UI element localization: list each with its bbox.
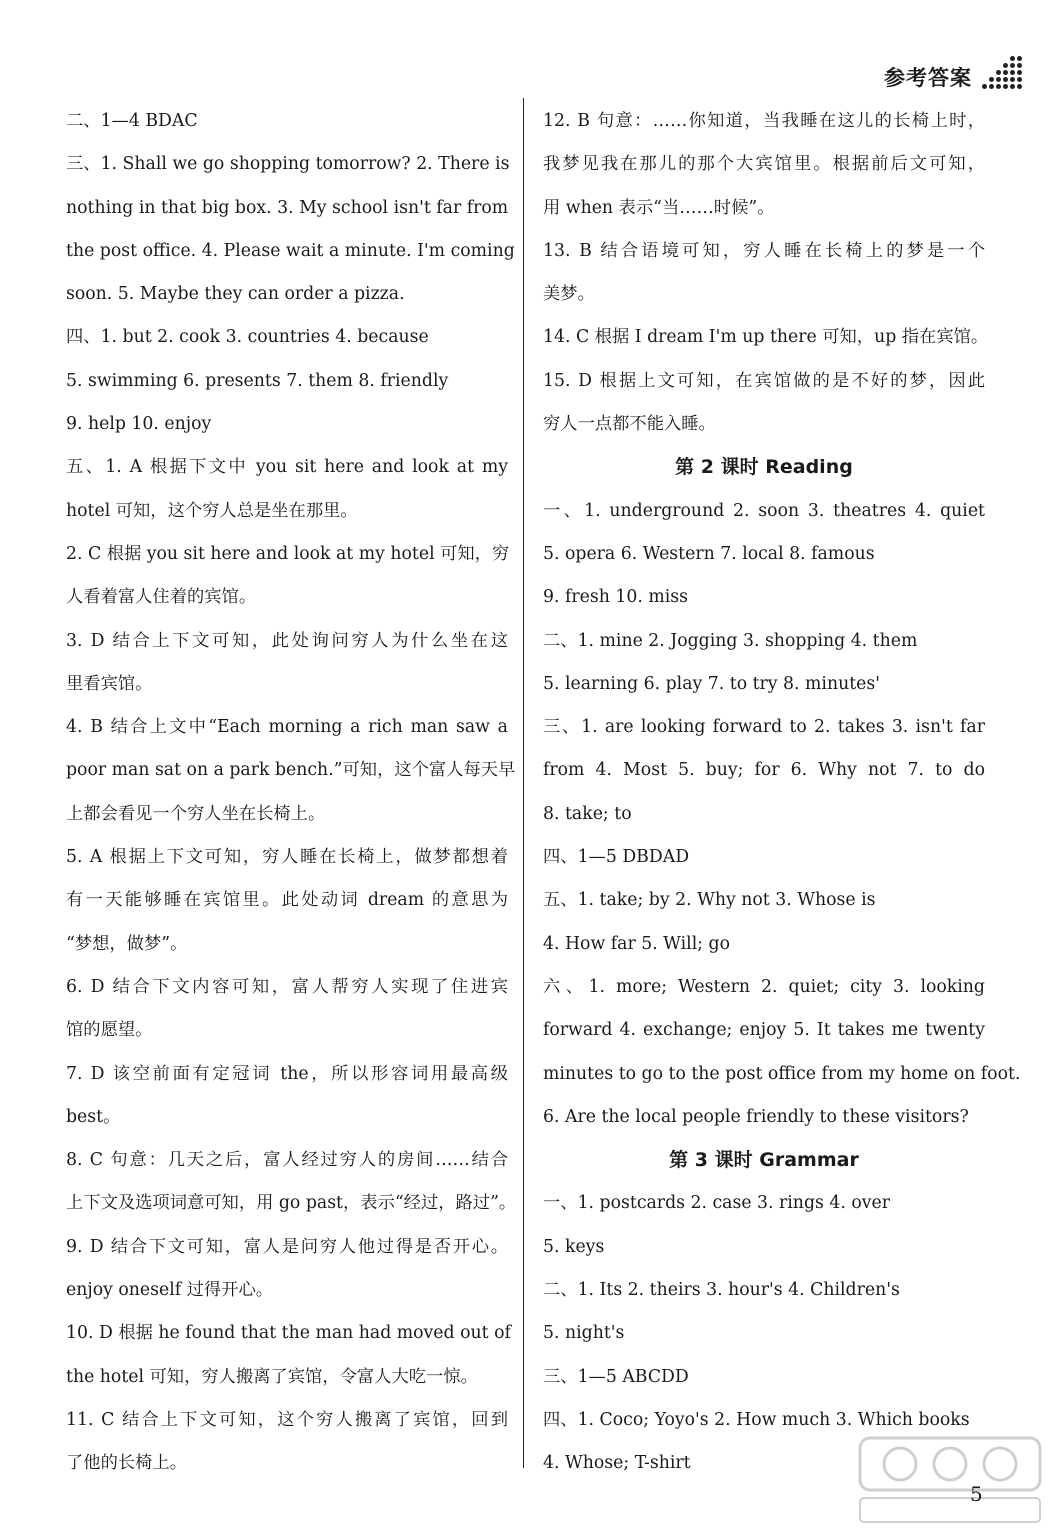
- answer-line: 里看宾馆。: [66, 673, 153, 694]
- left-column: [66, 100, 517, 1486]
- answer-line: 4. B 结合上文中“Each morning a rich man saw a: [66, 717, 508, 738]
- answer-line: 四、1. Coco; Yoyo's 2. How much 3. Which books: [543, 1409, 970, 1430]
- section-heading: 第 2 课时 Reading: [675, 456, 853, 479]
- answer-line: forward 4. exchange; enjoy 5. It takes me twenty: [543, 1020, 985, 1041]
- answer-line: minutes to go to the post office from my home on foot.: [543, 1063, 1021, 1084]
- answer-line: the post office. 4. Please wait a minute. I'm coming: [66, 240, 515, 261]
- page-number: 5: [970, 1482, 983, 1506]
- answer-line: 美梦。: [543, 284, 595, 305]
- answer-line: 14. C 根据 I dream I'm up there 可知，up 指在宾馆。: [543, 327, 989, 348]
- section-heading: 第 3 课时 Grammar: [669, 1149, 859, 1172]
- answer-line: 五、1. take; by 2. Why not 3. Whose is: [543, 890, 876, 911]
- page-header-title: 参考答案: [884, 66, 972, 90]
- answer-line: 13. B 结合语境可知，穷人睡在长椅上的梦是一个: [543, 240, 985, 261]
- column-divider: [523, 98, 524, 1468]
- answer-line: 上下文及选项词意可知，用 go past，表示“经过，路过”。: [66, 1193, 517, 1214]
- answer-line: 有一天能够睡在宾馆里。此处动词 dream 的意思为: [66, 890, 508, 911]
- answer-line: 三、1. Shall we go shopping tomorrow? 2. There is: [66, 154, 510, 175]
- answer-line: “梦想，做梦”。: [66, 933, 188, 954]
- answer-line: soon. 5. Maybe they can order a pizza.: [66, 284, 405, 305]
- answer-line: 15. D 根据上文可知，在宾馆做的是不好的梦，因此: [543, 370, 985, 391]
- answer-line: 二、1—4 BDAC: [66, 111, 198, 131]
- answer-line: 9. help 10. enjoy: [66, 414, 212, 435]
- answer-line: 6. D 结合下文内容可知，富人帮穷人实现了住进宾: [66, 976, 508, 997]
- answer-line: 三、1—5 ABCDD: [543, 1366, 689, 1387]
- answer-line: best。: [66, 1106, 121, 1127]
- answer-line: 8. take; to: [543, 803, 632, 824]
- answer-line: nothing in that big box. 3. My school isn't far from: [66, 197, 509, 218]
- answer-line: hotel 可知，这个穷人总是坐在那里。: [66, 500, 358, 521]
- answer-line: 上都会看见一个穷人坐在长椅上。: [66, 803, 326, 824]
- answer-line: 4. Whose; T-shirt: [543, 1453, 691, 1474]
- answer-line: from 4. Most 5. buy; for 6. Why not 7. to do: [543, 760, 985, 781]
- answer-line: 了他的长椅上。: [66, 1453, 187, 1474]
- answer-line: 一、1. underground 2. soon 3. theatres 4. quiet: [543, 500, 985, 521]
- answer-line: 二、1. Its 2. theirs 3. hour's 4. Children's: [543, 1280, 900, 1301]
- answer-line: 3. D 结合上下文可知，此处询问穷人为什么坐在这: [66, 630, 508, 651]
- answer-line: 三、1. are looking forward to 2. takes 3. isn't far: [543, 717, 985, 738]
- answer-line: 7. D 该空前面有定冠词 the，所以形容词用最高级: [66, 1063, 508, 1084]
- answer-line: 12. B 句意：……你知道，当我睡在这儿的长椅上时，: [543, 111, 985, 131]
- decorative-dots-icon: [982, 54, 1028, 90]
- answer-line: 2. C 根据 you sit here and look at my hotel 可知，穷: [66, 543, 510, 564]
- answer-line: 9. D 结合下文可知，富人是问穷人他过得是否开心。: [66, 1236, 508, 1257]
- answer-line: 5. night's: [543, 1323, 625, 1344]
- answer-line: 10. D 根据 he found that the man had moved out of: [66, 1323, 511, 1344]
- answer-line: 一、1. postcards 2. case 3. rings 4. over: [543, 1193, 891, 1214]
- answer-line: 人看着富人住着的宾馆。: [66, 587, 257, 608]
- answer-line: 6. Are the local people friendly to these visitors?: [543, 1106, 969, 1127]
- answer-line: 我梦见我在那儿的那个大宾馆里。根据前后文可知，: [543, 154, 985, 175]
- answer-line: 穷人一点都不能入睡。: [543, 414, 716, 435]
- answer-line: 5. A 根据上下文可知，穷人睡在长椅上，做梦都想着: [66, 847, 508, 868]
- answer-line: 四、1—5 DBDAD: [543, 847, 690, 868]
- answer-line: 用 when 表示“当……时候”。: [543, 197, 775, 218]
- answer-line: 11. C 结合上下文可知，这个穷人搬离了宾馆，回到: [66, 1409, 508, 1430]
- answer-line: 5. keys: [543, 1236, 605, 1257]
- answer-line: the hotel 可知，穷人搬离了宾馆，令富人大吃一惊。: [66, 1366, 478, 1387]
- answer-line: 5. learning 6. play 7. to try 8. minutes': [543, 673, 881, 694]
- right-column: [543, 100, 1021, 1486]
- answer-line: 5. opera 6. Western 7. local 8. famous: [543, 543, 875, 564]
- answer-line: 4. How far 5. Will; go: [543, 933, 730, 954]
- answer-line: 五、1. A 根据下文中 you sit here and look at my: [66, 457, 508, 478]
- answer-line: 9. fresh 10. miss: [543, 587, 688, 608]
- answer-line: enjoy oneself 过得开心。: [66, 1280, 274, 1301]
- answer-line: 馆的愿望。: [66, 1020, 153, 1041]
- answer-line: 5. swimming 6. presents 7. them 8. friendly: [66, 370, 449, 391]
- answer-line: 8. C 句意：几天之后，富人经过穷人的房间……结合: [66, 1150, 508, 1171]
- answer-line: poor man sat on a park bench.”可知，这个富人每天早: [66, 760, 516, 781]
- answer-line: 二、1. mine 2. Jogging 3. shopping 4. them: [543, 630, 918, 651]
- answer-line: 四、1. but 2. cook 3. countries 4. because: [66, 327, 429, 348]
- answer-line: 六、1. more; Western 2. quiet; city 3. looking: [543, 976, 985, 997]
